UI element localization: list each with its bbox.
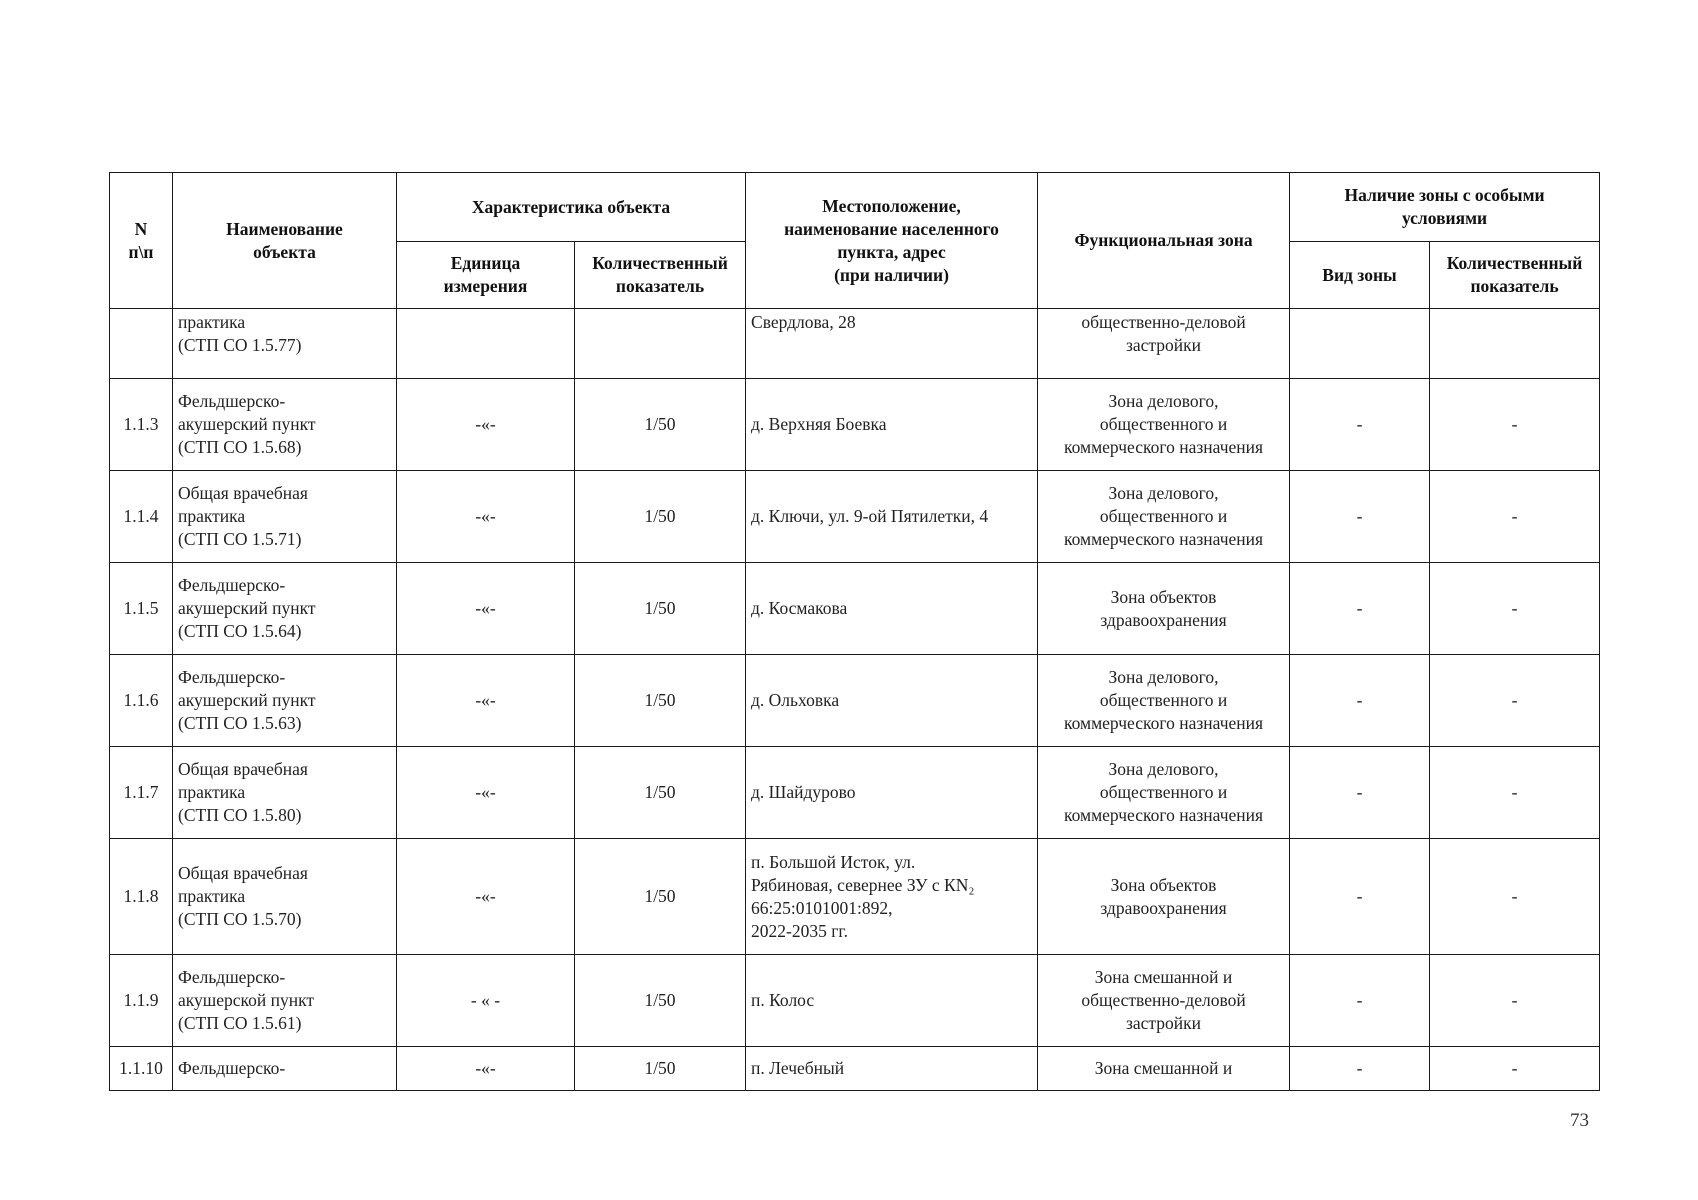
cell-num <box>110 309 173 379</box>
cell-zone: Зона делового, общественного и коммерческого назначения <box>1038 655 1290 747</box>
table-row <box>110 471 1600 563</box>
table-row <box>110 839 1600 955</box>
header-characteristics: Характеристика объекта <box>397 173 746 242</box>
cell-name: Фельдшерско- акушерский пункт (СТП СО 1.5.68) <box>173 379 397 471</box>
header-row-1 <box>110 173 1600 242</box>
table-row <box>110 563 1600 655</box>
cell-zone: Зона делового, общественного и коммерческого назначения <box>1038 747 1290 839</box>
cell-location: п. Колос <box>746 955 1038 1047</box>
cell-zone: Зона делового, общественного и коммерческого назначения <box>1038 471 1290 563</box>
cell-zone-qty: - <box>1430 1047 1600 1091</box>
table-row <box>110 655 1600 747</box>
cell-name: Фельдшерско- <box>173 1047 397 1091</box>
cell-num: 1.1.5 <box>110 563 173 655</box>
cell-name: Фельдшерско- акушерской пункт (СТП СО 1.5.61) <box>173 955 397 1047</box>
cell-qty: 1/50 <box>575 563 746 655</box>
cell-unit: -«- <box>397 747 575 839</box>
cell-zone-qty: - <box>1430 471 1600 563</box>
cell-unit: -«- <box>397 655 575 747</box>
cell-name: Фельдшерско- акушерский пункт (СТП СО 1.5.63) <box>173 655 397 747</box>
cell-location: д. Космакова <box>746 563 1038 655</box>
cell-unit: -«- <box>397 379 575 471</box>
cell-num: 1.1.10 <box>110 1047 173 1091</box>
table-row <box>110 1047 1600 1091</box>
cell-name: Общая врачебная практика (СТП СО 1.5.71) <box>173 471 397 563</box>
cell-zone-qty <box>1430 309 1600 379</box>
cell-name: практика (СТП СО 1.5.77) <box>173 309 397 379</box>
cell-zone-type: - <box>1290 839 1430 955</box>
cell-zone-type: - <box>1290 471 1430 563</box>
table-row <box>110 309 1600 379</box>
header-zone-quantity: Количественный показатель <box>1430 242 1600 309</box>
cell-num: 1.1.8 <box>110 839 173 955</box>
header-zone-type: Вид зоны <box>1290 242 1430 309</box>
page-number: 73 <box>1570 1110 1589 1131</box>
cell-name: Общая врачебная практика (СТП СО 1.5.80) <box>173 747 397 839</box>
cell-num: 1.1.7 <box>110 747 173 839</box>
cell-num: 1.1.3 <box>110 379 173 471</box>
cell-zone-type: - <box>1290 563 1430 655</box>
cell-zone-qty: - <box>1430 379 1600 471</box>
cell-qty: 1/50 <box>575 379 746 471</box>
cell-location: д. Верхняя Боевка <box>746 379 1038 471</box>
cell-location: Свердлова, 28 <box>746 309 1038 379</box>
cell-qty: 1/50 <box>575 1047 746 1091</box>
cell-zone-type <box>1290 309 1430 379</box>
cell-qty: 1/50 <box>575 839 746 955</box>
cell-qty <box>575 309 746 379</box>
cell-location: д. Шайдурово <box>746 747 1038 839</box>
cell-location: д. Ольховка <box>746 655 1038 747</box>
header-zone: Функциональная зона <box>1038 173 1290 309</box>
table-row <box>110 955 1600 1047</box>
cell-name: Общая врачебная практика (СТП СО 1.5.70) <box>173 839 397 955</box>
cell-qty: 1/50 <box>575 955 746 1047</box>
cell-zone-type: - <box>1290 655 1430 747</box>
cell-num: 1.1.6 <box>110 655 173 747</box>
header-num: N п\п <box>110 173 173 309</box>
objects-table <box>109 172 1600 1091</box>
cell-location: п. Лечебный <box>746 1047 1038 1091</box>
cell-qty: 1/50 <box>575 471 746 563</box>
cell-zone-qty: - <box>1430 655 1600 747</box>
cell-zone-type: - <box>1290 955 1430 1047</box>
cell-zone-qty: - <box>1430 563 1600 655</box>
cell-zone-qty: - <box>1430 839 1600 955</box>
cell-qty: 1/50 <box>575 655 746 747</box>
cell-unit: -«- <box>397 563 575 655</box>
header-unit: Единица измерения <box>397 242 575 309</box>
cell-zone-type: - <box>1290 379 1430 471</box>
cell-zone: общественно-деловой застройки <box>1038 309 1290 379</box>
table-row <box>110 379 1600 471</box>
cell-zone: Зона объектов здравоохранения <box>1038 563 1290 655</box>
cell-location: д. Ключи, ул. 9-ой Пятилетки, 4 <box>746 471 1038 563</box>
cell-zone: Зона смешанной и <box>1038 1047 1290 1091</box>
cell-zone-qty: - <box>1430 955 1600 1047</box>
header-name: Наименование объекта <box>173 173 397 309</box>
table-row <box>110 747 1600 839</box>
cell-num: 1.1.4 <box>110 471 173 563</box>
cell-name: Фельдшерско- акушерский пункт (СТП СО 1.5.64) <box>173 563 397 655</box>
header-location: Местоположение, наименование населенного пункта, адрес (при наличии) <box>746 173 1038 309</box>
cell-location: п. Большой Исток, ул. Рябиновая, севернее ЗУ с КN₂ 66:25:0101001:892, 2022-2035 гг. <box>746 839 1038 955</box>
cell-zone-type: - <box>1290 1047 1430 1091</box>
cell-unit: -«- <box>397 839 575 955</box>
header-special-zone: Наличие зоны с особыми условиями <box>1290 173 1600 242</box>
cell-zone: Зона делового, общественного и коммерческого назначения <box>1038 379 1290 471</box>
cell-unit <box>397 309 575 379</box>
cell-zone-type: - <box>1290 747 1430 839</box>
cell-qty: 1/50 <box>575 747 746 839</box>
cell-num: 1.1.9 <box>110 955 173 1047</box>
cell-zone-qty: - <box>1430 747 1600 839</box>
cell-unit: -«- <box>397 1047 575 1091</box>
cell-unit: - « - <box>397 955 575 1047</box>
cell-unit: -«- <box>397 471 575 563</box>
cell-zone: Зона объектов здравоохранения <box>1038 839 1290 955</box>
header-quantity: Количественный показатель <box>575 242 746 309</box>
cell-zone: Зона смешанной и общественно-деловой застройки <box>1038 955 1290 1047</box>
